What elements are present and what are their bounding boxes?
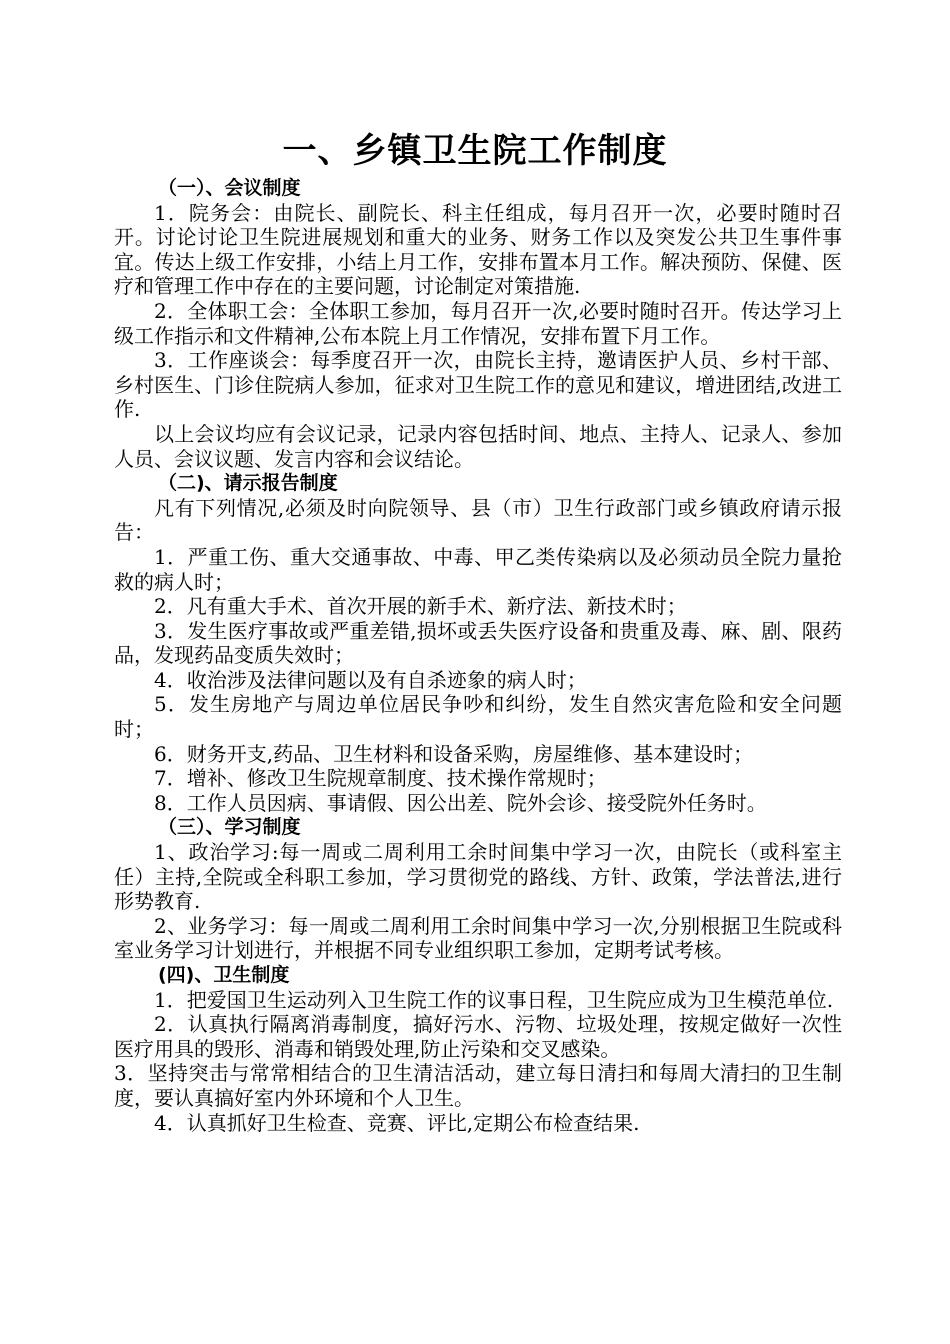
document-body: [114, 176, 842, 1135]
paragraph: 以上会议均应有会议记录，记录内容包括时间、地点、主持人、记录人、参加人员、会议议题、发言内容和会议结论。: [114, 421, 842, 471]
paragraph: 1．把爱国卫生运动列入卫生院工作的议事日程，卫生院应成为卫生模范单位.: [154, 987, 834, 1012]
paragraph: 2、业务学习：每一周或二周利用工余时间集中学习一次,分别根据卫生院或科室业务学习计划进行，并根据不同专业组织职工参加，定期考试考核。: [114, 913, 842, 963]
paragraph: 3．坚持突击与常常相结合的卫生清洁活动，建立每日清扫和每周大清扫的卫生制度，要认真搞好室内外环境和个人卫生。: [114, 1061, 842, 1110]
paragraph: 2．凡有重大手术、首次开展的新手术、新疗法、新技术时；: [154, 594, 687, 619]
paragraph: 4．认真抓好卫生检查、竞赛、评比,定期公布检查结果.: [154, 1110, 640, 1135]
section-heading-meetings: （一）、会议制度: [158, 177, 301, 199]
paragraph: 1、政治学习:每一周或二周利用工余时间集中学习一次，由院长（或科室主任）主持,全院或全科职工参加，学习贯彻党的路线、方针、政策，学法普法,进行形势教育.: [114, 840, 842, 914]
paragraph: 6．财务开支,药品、卫生材料和设备采购，房屋维修、基本建设时；: [154, 741, 754, 766]
paragraph: 2．认真执行隔离消毒制度，搞好污水、污物、垃圾处理，按规定做好一次性医疗用具的毁形、消毒和销毁处理,防止污染和交叉感染。: [114, 1012, 842, 1061]
paragraph: 8．工作人员因病、事请假、因公出差、院外会诊、接受院外任务时。: [154, 790, 767, 815]
paragraph: 7．增补、修改卫生院规章制度、技术操作常规时；: [154, 766, 607, 791]
section-heading-reporting: （二)、请示报告制度: [158, 472, 338, 495]
page-title: 一、乡镇卫生院工作制度: [282, 131, 668, 171]
paragraph: 凡有下列情况,必须及时向院领导、县（市）卫生行政部门或乡镇政府请示报告：: [114, 495, 842, 545]
paragraph: 1．院务会：由院长、副院长、科主任组成，每月召开一次，必要时随时召开。讨论讨论卫生院进展规划和重大的业务、财务工作以及突发公共卫生事件事宜。传达上级工作安排，小结上月工作，安排布置本月工作。解决预防、保健、医疗和管理工作中存在的主要问题，讨论制定对策措施.: [114, 200, 842, 299]
paragraph: 2．全体职工会：全体职工参加，每月召开一次,必要时随时召开。传达学习上级工作指示和文件精神,公布本院上月工作情况，安排布置下月工作。: [114, 298, 842, 348]
paragraph: 3．发生医疗事故或严重差错,损坏或丢失医疗设备和贵重及毒、麻、剧、限药品，发现药品变质失效时；: [114, 618, 842, 668]
paragraph: 5．发生房地产与周边单位居民争吵和纠纷，发生自然灾害危险和安全问题时；: [114, 692, 842, 742]
section-heading-hygiene: (四)、卫生制度: [158, 964, 290, 986]
section-heading-study: （三）、学习制度: [158, 816, 301, 839]
paragraph: 1．严重工伤、重大交通事故、中毒、甲乙类传染病以及必须动员全院力量抢救的病人时；: [114, 544, 842, 594]
paragraph: 3．工作座谈会：每季度召开一次，由院长主持，邀请医护人员、乡村干部、乡村医生、门诊住院病人参加，征求对卫生院工作的意见和建议，增进团结,改进工作.: [114, 348, 842, 422]
paragraph: 4．收治涉及法律问题以及有自杀迹象的病人时；: [154, 667, 587, 692]
